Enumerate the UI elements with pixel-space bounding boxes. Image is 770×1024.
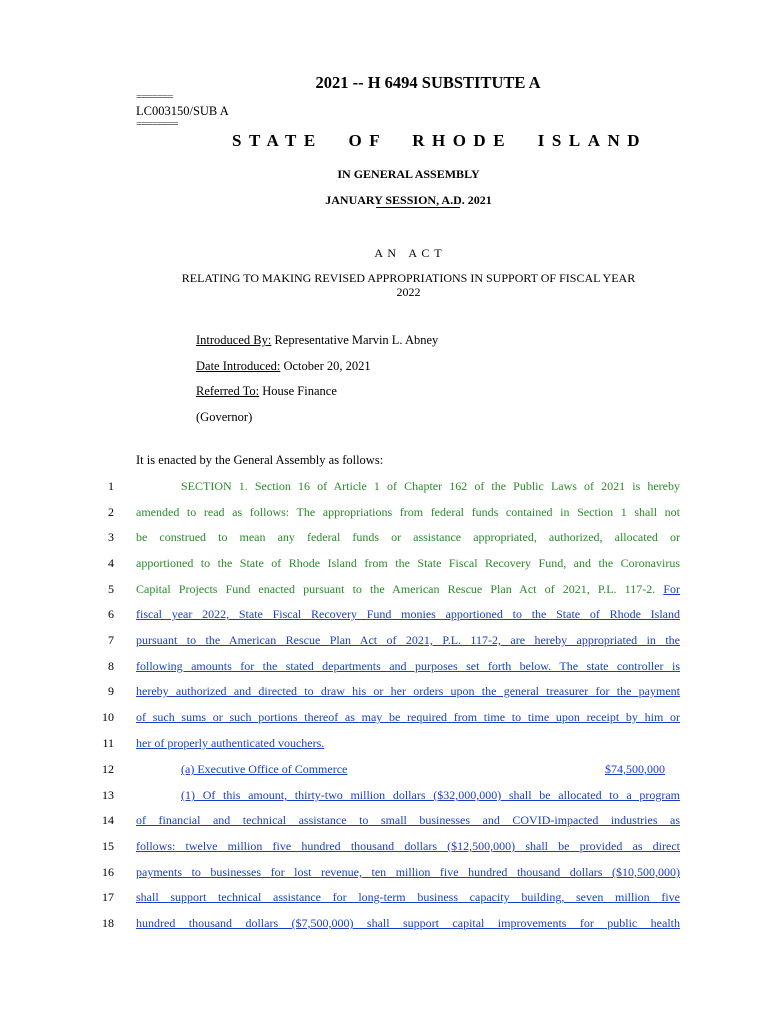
relating-line-1: RELATING TO MAKING REVISED APPROPRIATIONS IN SUPPORT OF FISCAL YEAR bbox=[181, 271, 636, 285]
introduced-value: Representative Marvin L. Abney bbox=[271, 333, 439, 347]
rule-bottom: ======== bbox=[136, 118, 178, 130]
line-number: 14 bbox=[102, 813, 114, 827]
line-text: of financial and technical assistance to small businesses and COVID-impacted industries as bbox=[136, 813, 680, 827]
line-text: amended to read as follows: The appropriations from federal funds contained in Section 1 shall not bbox=[136, 505, 680, 519]
assembly-heading: IN GENERAL ASSEMBLY bbox=[337, 167, 480, 181]
line-number: 3 bbox=[108, 530, 114, 544]
line-text: be construed to mean any federal funds or assistance appropriated, authorized, allocated or bbox=[136, 530, 680, 544]
line-text: SECTION 1. Section 16 of Article 1 of Chapter 162 of the Public Laws of 2021 is hereby bbox=[181, 479, 680, 493]
line-number: 6 bbox=[108, 607, 114, 621]
line-number: 1 bbox=[108, 479, 114, 493]
line-text: Capital Projects Fund enacted pursuant to the American Rescue Plan Act of 2021, P.L. 117-2. bbox=[136, 582, 656, 596]
line-number: 9 bbox=[108, 684, 114, 698]
line-text: (a) Executive Office of Commerce bbox=[181, 762, 348, 776]
line-text: follows: twelve million five hundred thousand dollars ($12,500,000) shall be provided as direct bbox=[136, 839, 680, 853]
line-number: 5 bbox=[108, 582, 114, 596]
session-heading: JANUARY SESSION, A.D. 2021 bbox=[325, 193, 492, 207]
referred-label: Referred To: bbox=[196, 384, 260, 398]
date-label: Date Introduced: bbox=[196, 359, 281, 373]
referred-value: House Finance bbox=[259, 384, 337, 398]
enacting-clause: It is enacted by the General Assembly as follows: bbox=[136, 453, 384, 467]
line-text: following amounts for the stated departments and purposes set forth below. The state controller is bbox=[136, 659, 680, 673]
line-text: of such sums or such portions thereof as may be required from time to time upon receipt by him or bbox=[136, 710, 680, 724]
referred-to bbox=[196, 384, 337, 399]
line-text: shall support technical assistance for long-term business capacity building, seven million five bbox=[136, 890, 680, 904]
line-text: apportioned to the State of Rhode Island from the State Fiscal Recovery Fund, and the Coronavirus bbox=[136, 556, 680, 570]
act-heading: A N A C T bbox=[374, 246, 443, 260]
line-text: her of properly authenticated vouchers. bbox=[136, 736, 325, 750]
relating-line-2: 2022 bbox=[396, 285, 421, 299]
line-text: (1) Of this amount, thirty-two million dollars ($32,000,000) shall be allocated to a program bbox=[181, 788, 680, 802]
line-text-inserted: For bbox=[663, 582, 681, 596]
line-text: hereby authorized and directed to draw his or her orders upon the general treasurer for the payment bbox=[136, 684, 680, 698]
introduced-label: Introduced By: bbox=[196, 333, 272, 347]
line-number: 18 bbox=[102, 916, 114, 930]
line-text: hundred thousand dollars ($7,500,000) shall support capital improvements for public health bbox=[136, 916, 680, 930]
governor-note: (Governor) bbox=[196, 410, 253, 424]
line-number: 4 bbox=[108, 556, 114, 570]
date-value: October 20, 2021 bbox=[280, 359, 371, 373]
line-number: 10 bbox=[102, 710, 114, 724]
line-text: pursuant to the American Rescue Plan Act of 2021, P.L. 117-2, are hereby appropriated in the bbox=[136, 633, 680, 647]
line-text: payments to businesses for lost revenue, ten million five hundred thousand dollars ($10,500,000) bbox=[136, 865, 680, 879]
bill-title: 2021 -- H 6494 SUBSTITUTE A bbox=[315, 73, 541, 92]
line-number: 11 bbox=[102, 736, 114, 750]
lc-number: LC003150/SUB A bbox=[136, 104, 229, 118]
line-number: 8 bbox=[108, 659, 114, 673]
rule-top: ======= bbox=[136, 91, 173, 103]
line-text-mixed bbox=[136, 582, 680, 597]
line-number: 2 bbox=[108, 505, 114, 519]
line-number: 7 bbox=[108, 633, 114, 647]
line-number: 15 bbox=[102, 839, 114, 853]
line-text: fiscal year 2022, State Fiscal Recovery Fund monies apportioned to the State of Rhode Island bbox=[136, 607, 680, 621]
line-number: 16 bbox=[102, 865, 114, 879]
session-underline bbox=[376, 207, 460, 208]
appropriation-amount: $74,500,000 bbox=[605, 762, 665, 776]
state-heading: STATE OF RHODE ISLAND bbox=[232, 131, 648, 150]
introduced-by bbox=[196, 333, 438, 348]
line-number: 17 bbox=[102, 890, 114, 904]
date-introduced bbox=[196, 359, 371, 374]
line-number: 12 bbox=[102, 762, 114, 776]
line-number: 13 bbox=[102, 788, 114, 802]
